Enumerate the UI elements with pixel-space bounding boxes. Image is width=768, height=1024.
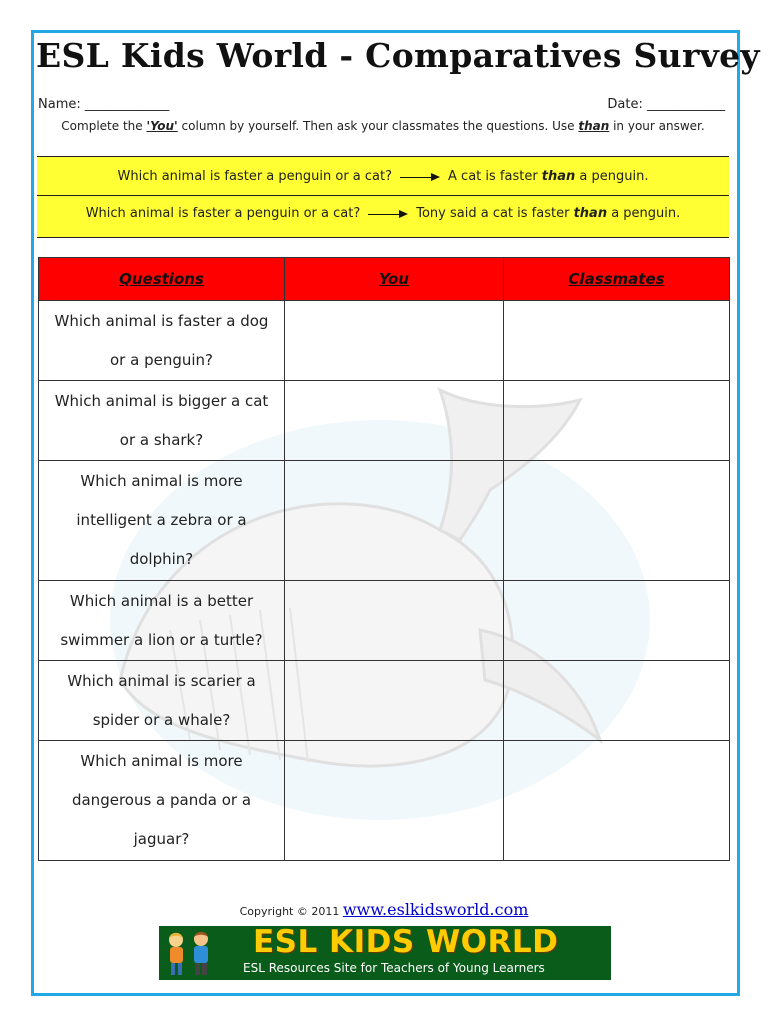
table-row [39,661,730,741]
site-banner[interactable] [159,926,611,980]
question-line: jaguar? [133,830,190,848]
instructions [38,119,728,133]
example-answer-end: a penguin. [575,169,649,184]
question-line: spider or a whale? [92,710,231,729]
example-question: Which animal is faster a penguin or a cat? [85,206,361,221]
classmates-answer-cell[interactable] [504,581,730,661]
kids-illustration-icon [163,929,217,977]
question-line: or a shark? [119,430,204,449]
banner-tagline: ESL Resources Site for Teachers of Young Learners [243,961,545,975]
you-answer-cell[interactable] [285,381,504,461]
example-answer: Tony said a cat is faster [416,206,574,221]
question-cell [39,301,285,381]
table-row [39,301,730,381]
example-answer-end: a penguin. [607,206,681,221]
question-cell [39,381,285,461]
table-row [39,381,730,461]
question-cell [39,661,285,741]
column-header-classmates: Classmates [504,258,730,301]
name-date-row [38,97,728,115]
question-cell [39,461,285,581]
divider [37,195,729,196]
you-answer-cell[interactable] [285,741,504,861]
table-header-row [39,258,730,301]
question-line: swimmer a lion or a turtle? [60,630,263,649]
question-line: dangerous a panda or a [71,791,252,809]
table-row [39,581,730,661]
question-line: Which animal is a better [69,591,254,610]
table-row [39,741,730,861]
example-answer: A cat is faster [448,169,542,184]
you-answer-cell[interactable] [285,581,504,661]
examples-box [37,156,729,238]
arrow-right-icon [400,172,440,182]
question-line: Which animal is more [80,472,243,490]
banner-heading: ESL KIDS WORLD [253,926,559,960]
instructions-text-3: in your answer. [609,119,705,133]
column-header-you: You [285,258,504,301]
question-line: Which animal is faster a dog [54,311,269,330]
question-line: dolphin? [129,550,194,568]
question-line: Which animal is scarier a [67,671,256,690]
you-answer-cell[interactable] [285,461,504,581]
column-header-questions: Questions [39,258,285,301]
date-field[interactable]: Date: ____________ [607,97,725,112]
example-than: than [541,169,576,184]
arrow-right-icon [368,209,408,219]
classmates-answer-cell[interactable] [504,461,730,581]
example-2 [37,197,729,231]
example-1 [37,160,729,194]
page-title: ESL Kids World - Comparatives Survey [36,36,760,75]
copyright-text: Copyright © 2011 [239,905,340,918]
survey-table [38,257,730,861]
question-cell [39,581,285,661]
question-line: Which animal is more [80,752,243,770]
you-answer-cell[interactable] [285,661,504,741]
question-cell [39,741,285,861]
classmates-answer-cell[interactable] [504,381,730,461]
table-row [39,461,730,581]
classmates-answer-cell[interactable] [504,661,730,741]
instructions-than: than [578,119,610,133]
classmates-answer-cell[interactable] [504,741,730,861]
example-question: Which animal is faster a penguin or a cat? [117,169,393,184]
instructions-text-2: column by yourself. Then ask your classmates the questions. Use [177,119,579,133]
question-line: Which animal is bigger a cat [54,391,269,410]
example-than: than [573,206,608,221]
site-link[interactable]: www.eslkidsworld.com [342,900,529,919]
you-answer-cell[interactable] [285,301,504,381]
instructions-text-1: Complete the [61,119,147,133]
question-line: intelligent a zebra or a [76,511,247,529]
question-line: or a penguin? [110,350,213,369]
copyright-line [0,900,768,919]
instructions-you: 'You' [146,119,178,133]
classmates-answer-cell[interactable] [504,301,730,381]
name-field[interactable]: Name: _____________ [38,97,170,112]
